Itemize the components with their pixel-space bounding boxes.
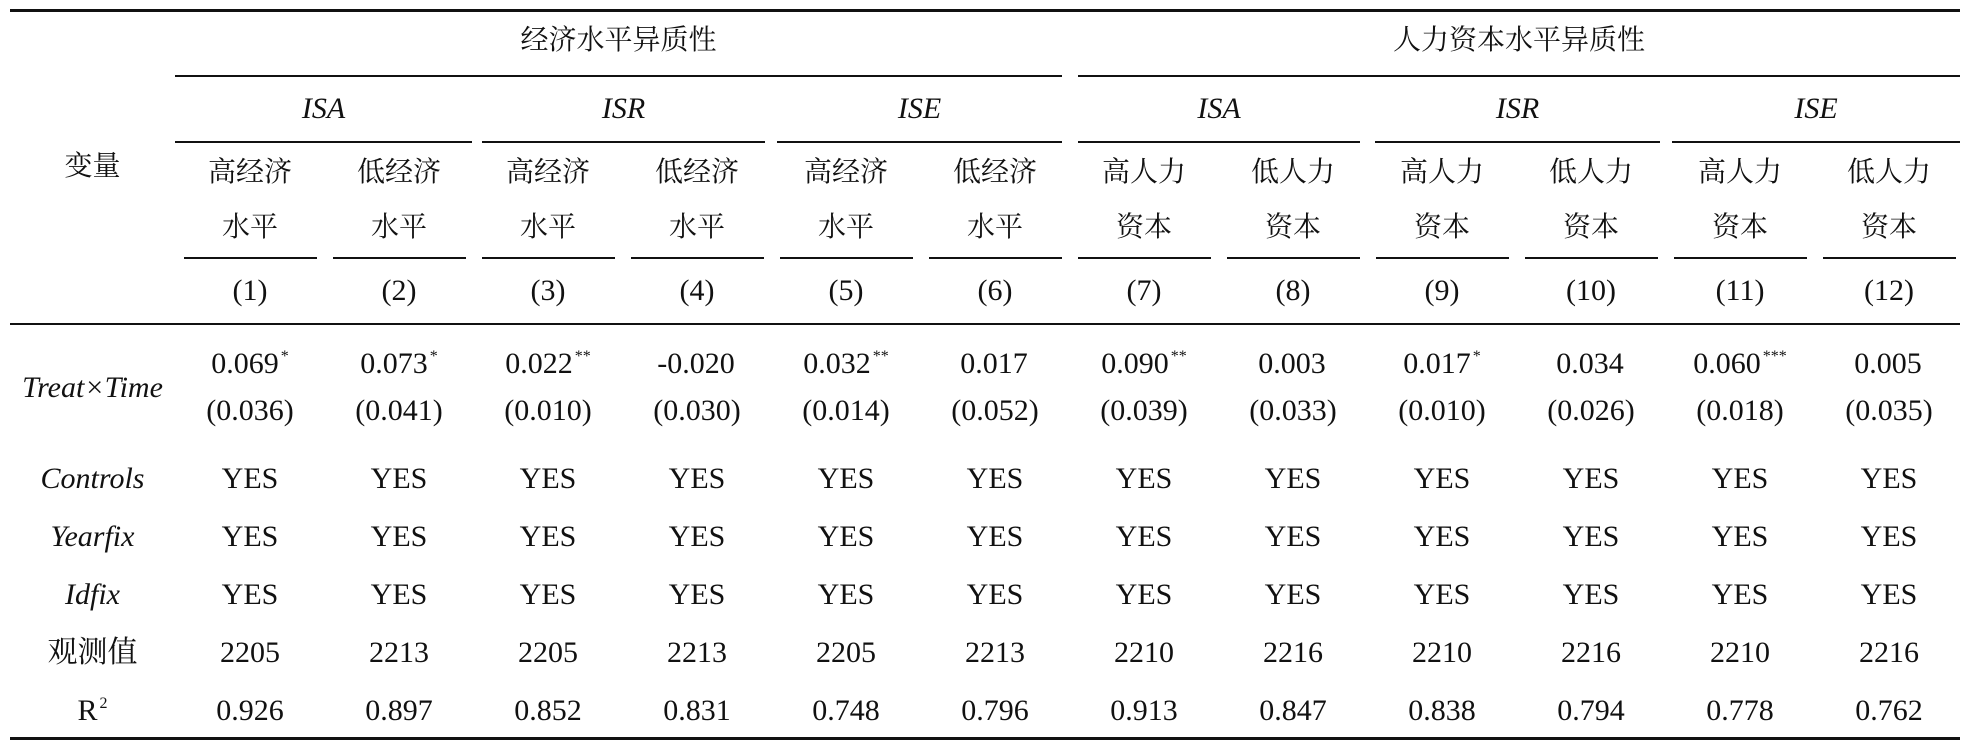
controls-cell: YES xyxy=(1562,462,1620,495)
coefficient-value: 0.032 xyxy=(803,347,871,380)
column-header-line2: 水平 xyxy=(817,210,874,243)
column-rule xyxy=(1376,257,1509,259)
column-header-line2: 资本 xyxy=(1860,210,1917,243)
column-header-line2: 水平 xyxy=(221,210,278,243)
subgroup-rule xyxy=(777,141,1062,143)
subgroup-label: ISE xyxy=(897,92,942,125)
standard-error-cell: (0.041) xyxy=(355,394,443,427)
column-number: (6) xyxy=(977,274,1013,307)
column-number: (11) xyxy=(1715,274,1765,307)
coefficient-cell xyxy=(1368,347,1517,383)
controls-cell: YES xyxy=(668,462,726,495)
yearfix-cell: YES xyxy=(1264,520,1322,553)
subgroup-label: ISA xyxy=(301,92,346,125)
observations-cell: 2210 xyxy=(1412,636,1472,669)
column-header-line2: 水平 xyxy=(966,210,1023,243)
yearfix-cell: YES xyxy=(1711,520,1769,553)
coefficient-value: 0.069 xyxy=(211,347,279,380)
column-rule xyxy=(1525,257,1658,259)
column-rule xyxy=(1078,257,1211,259)
subgroup-rule xyxy=(1672,141,1960,143)
yearfix-cell: YES xyxy=(1562,520,1620,553)
controls-cell: YES xyxy=(817,462,875,495)
standard-error-cell: (0.052) xyxy=(951,394,1039,427)
yearfix-cell: YES xyxy=(966,520,1024,553)
column-header-line1: 高经济 xyxy=(505,155,590,188)
idfix-cell: YES xyxy=(817,578,875,611)
coefficient-cell xyxy=(474,347,623,383)
observations-cell: 2205 xyxy=(518,636,578,669)
idfix-cell: YES xyxy=(519,578,577,611)
coefficient-value: -0.020 xyxy=(657,347,735,380)
group-human-title: 人力资本水平异质性 xyxy=(1392,23,1645,56)
standard-error-cell: (0.035) xyxy=(1845,394,1933,427)
column-header-line2: 资本 xyxy=(1264,210,1321,243)
observations-cell: 2213 xyxy=(667,636,727,669)
header-rule xyxy=(10,323,1960,325)
observations-cell: 2205 xyxy=(816,636,876,669)
controls-cell: YES xyxy=(1264,462,1322,495)
variable-header: 变量 xyxy=(64,149,121,182)
column-header-line1: 高经济 xyxy=(207,155,292,188)
yearfix-cell: YES xyxy=(370,520,428,553)
standard-error-cell: (0.036) xyxy=(206,394,294,427)
r-squared-cell: 0.794 xyxy=(1557,694,1625,727)
column-rule xyxy=(1227,257,1360,259)
standard-error-cell: (0.018) xyxy=(1696,394,1784,427)
observations-cell: 2213 xyxy=(369,636,429,669)
coefficient-cell xyxy=(1517,347,1666,383)
coefficient-value: 0.022 xyxy=(505,347,573,380)
column-rule xyxy=(333,257,466,259)
row-label-yearfix xyxy=(10,520,175,553)
column-header-line2: 资本 xyxy=(1413,210,1470,243)
column-number: (4) xyxy=(679,274,715,307)
coefficient-cell xyxy=(1070,347,1219,383)
controls-cell: YES xyxy=(221,462,279,495)
column-header-line2: 水平 xyxy=(668,210,725,243)
r-squared-cell: 0.852 xyxy=(514,694,582,727)
controls-cell: YES xyxy=(1711,462,1769,495)
controls-cell: YES xyxy=(519,462,577,495)
yearfix-cell: YES xyxy=(519,520,577,553)
coefficient-cell xyxy=(176,347,325,383)
row-label-idfix xyxy=(10,578,175,611)
significance-stars: ** xyxy=(574,348,591,365)
idfix-cell: YES xyxy=(1562,578,1620,611)
coefficient-value: 0.090 xyxy=(1101,347,1169,380)
top-rule xyxy=(10,9,1960,12)
idfix-cell: YES xyxy=(1264,578,1322,611)
column-number: (5) xyxy=(828,274,864,307)
subgroup-rule xyxy=(175,141,472,143)
column-header-line1: 高人力 xyxy=(1697,155,1782,188)
column-header-line1: 低人力 xyxy=(1548,155,1633,188)
column-header-line1: 低人力 xyxy=(1846,155,1931,188)
significance-stars: ** xyxy=(1170,348,1187,365)
column-number: (12) xyxy=(1864,274,1914,307)
r2-superscript: 2 xyxy=(99,695,108,712)
controls-cell: YES xyxy=(1860,462,1918,495)
column-rule xyxy=(1674,257,1807,259)
subgroup-rule xyxy=(482,141,765,143)
column-header-line1: 高人力 xyxy=(1399,155,1484,188)
column-header-line1: 低人力 xyxy=(1250,155,1335,188)
subgroup-label: ISA xyxy=(1197,92,1241,125)
coefficient-value: 0.034 xyxy=(1556,347,1624,380)
significance-stars: * xyxy=(280,348,289,365)
row-label-r-squared xyxy=(10,694,175,730)
standard-error-cell: (0.010) xyxy=(1398,394,1486,427)
column-number: (8) xyxy=(1275,274,1311,307)
column-number: (2) xyxy=(381,274,417,307)
group-econ-rule xyxy=(175,75,1062,77)
coefficient-value: 0.017 xyxy=(1403,347,1471,380)
coefficient-cell xyxy=(1815,347,1964,383)
row-label-text: Controls xyxy=(40,462,145,495)
column-header-line1: 高经济 xyxy=(803,155,888,188)
subgroup-rule xyxy=(1375,141,1660,143)
idfix-cell: YES xyxy=(1413,578,1471,611)
group-human-rule xyxy=(1078,75,1960,77)
r-squared-cell: 0.748 xyxy=(812,694,880,727)
standard-error-cell: (0.033) xyxy=(1249,394,1337,427)
observations-cell: 2216 xyxy=(1561,636,1621,669)
r-squared-cell: 0.897 xyxy=(365,694,433,727)
column-number: (1) xyxy=(232,274,268,307)
row-label-text: Yearfix xyxy=(50,520,135,553)
column-header-line2: 水平 xyxy=(519,210,576,243)
standard-error-cell: (0.014) xyxy=(802,394,890,427)
coefficient-value: 0.073 xyxy=(360,347,428,380)
column-number: (3) xyxy=(530,274,566,307)
row-label-text: 观测值 xyxy=(47,636,138,669)
coefficient-cell xyxy=(623,347,772,383)
column-header-line2: 资本 xyxy=(1115,210,1172,243)
r-squared-cell: 0.926 xyxy=(216,694,284,727)
subgroup-label: ISE xyxy=(1794,92,1838,125)
row-label-text: R xyxy=(77,694,98,727)
coefficient-cell xyxy=(1666,347,1815,383)
r-squared-cell: 0.847 xyxy=(1259,694,1327,727)
yearfix-cell: YES xyxy=(221,520,279,553)
significance-stars: ** xyxy=(872,348,889,365)
column-rule xyxy=(184,257,317,259)
observations-cell: 2216 xyxy=(1263,636,1323,669)
observations-cell: 2210 xyxy=(1114,636,1174,669)
significance-stars: * xyxy=(1472,348,1481,365)
column-number: (7) xyxy=(1126,274,1162,307)
column-rule xyxy=(482,257,615,259)
coefficient-cell xyxy=(1219,347,1368,383)
subgroup-rule xyxy=(1078,141,1360,143)
column-header-line1: 高人力 xyxy=(1101,155,1186,188)
controls-cell: YES xyxy=(1115,462,1173,495)
yearfix-cell: YES xyxy=(1115,520,1173,553)
observations-cell: 2213 xyxy=(965,636,1025,669)
coefficient-cell xyxy=(921,347,1070,383)
idfix-cell: YES xyxy=(1860,578,1918,611)
observations-cell: 2210 xyxy=(1710,636,1770,669)
idfix-cell: YES xyxy=(1711,578,1769,611)
r-squared-cell: 0.913 xyxy=(1110,694,1178,727)
significance-stars: * xyxy=(429,348,438,365)
coefficient-cell xyxy=(325,347,474,383)
yearfix-cell: YES xyxy=(817,520,875,553)
yearfix-cell: YES xyxy=(1413,520,1471,553)
subgroup-label: ISR xyxy=(1495,92,1540,125)
observations-cell: 2216 xyxy=(1859,636,1919,669)
coefficient-cell xyxy=(772,347,921,383)
idfix-cell: YES xyxy=(221,578,279,611)
column-number: (9) xyxy=(1424,274,1460,307)
coefficient-value: 0.060 xyxy=(1693,347,1761,380)
column-rule xyxy=(1823,257,1956,259)
column-rule xyxy=(929,257,1062,259)
idfix-cell: YES xyxy=(370,578,428,611)
coefficient-value: 0.017 xyxy=(960,347,1028,380)
column-rule xyxy=(631,257,764,259)
column-header-line1: 低经济 xyxy=(356,155,441,188)
r-squared-cell: 0.831 xyxy=(663,694,731,727)
idfix-cell: YES xyxy=(1115,578,1173,611)
significance-stars: *** xyxy=(1762,348,1787,365)
coefficient-value: 0.005 xyxy=(1854,347,1922,380)
row-label-controls xyxy=(10,462,175,495)
r-squared-cell: 0.762 xyxy=(1855,694,1923,727)
r-squared-cell: 0.778 xyxy=(1706,694,1774,727)
column-header-line2: 资本 xyxy=(1711,210,1768,243)
row-label-treat-time: Treat×Time xyxy=(22,371,163,404)
coefficient-value: 0.003 xyxy=(1258,347,1326,380)
idfix-cell: YES xyxy=(668,578,726,611)
bottom-rule xyxy=(10,737,1960,740)
idfix-cell: YES xyxy=(966,578,1024,611)
standard-error-cell: (0.030) xyxy=(653,394,741,427)
yearfix-cell: YES xyxy=(668,520,726,553)
group-econ-title: 经济水平异质性 xyxy=(520,23,717,56)
standard-error-cell: (0.026) xyxy=(1547,394,1635,427)
standard-error-cell: (0.010) xyxy=(504,394,592,427)
row-label-text: Idfix xyxy=(65,578,120,611)
controls-cell: YES xyxy=(966,462,1024,495)
column-number: (10) xyxy=(1566,274,1616,307)
subgroup-label: ISR xyxy=(601,92,646,125)
column-header-line2: 水平 xyxy=(370,210,427,243)
column-rule xyxy=(780,257,913,259)
r-squared-cell: 0.838 xyxy=(1408,694,1476,727)
column-header-line1: 低经济 xyxy=(952,155,1037,188)
row-label-observations xyxy=(10,636,175,669)
r-squared-cell: 0.796 xyxy=(961,694,1029,727)
column-header-line2: 资本 xyxy=(1562,210,1619,243)
controls-cell: YES xyxy=(1413,462,1471,495)
controls-cell: YES xyxy=(370,462,428,495)
yearfix-cell: YES xyxy=(1860,520,1918,553)
observations-cell: 2205 xyxy=(220,636,280,669)
standard-error-cell: (0.039) xyxy=(1100,394,1188,427)
column-header-line1: 低经济 xyxy=(654,155,739,188)
